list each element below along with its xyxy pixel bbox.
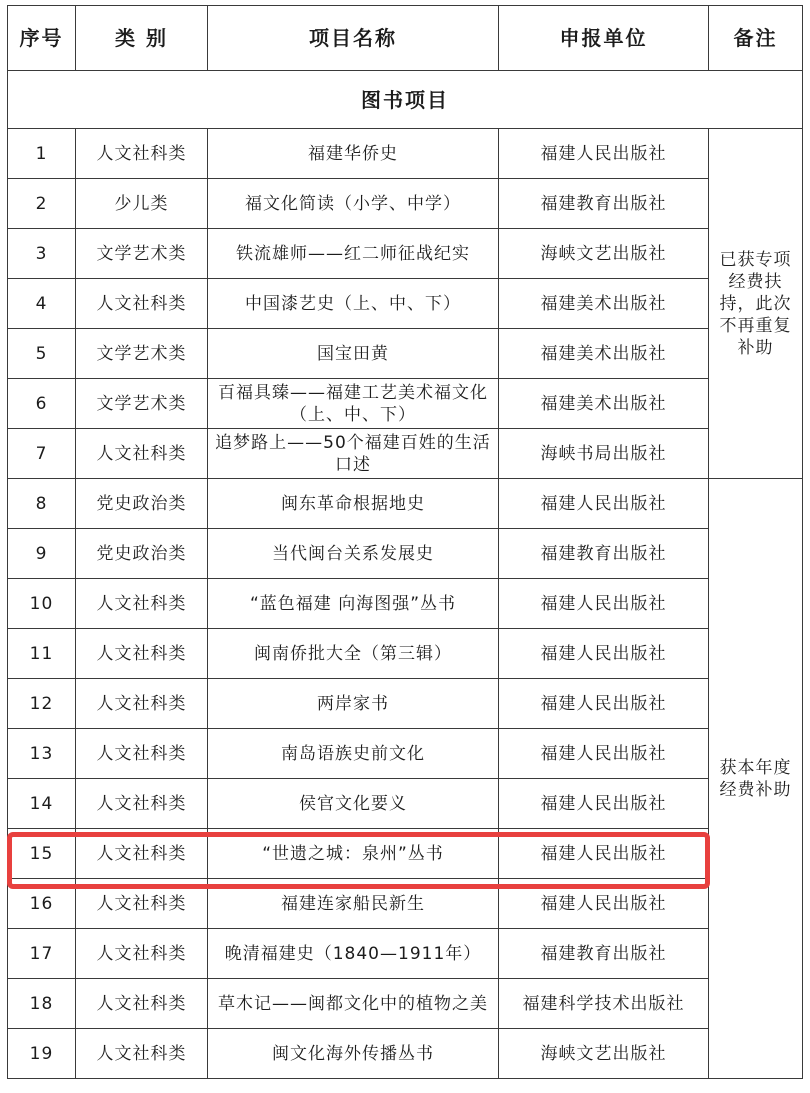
cell-num: 18 — [8, 979, 76, 1029]
cell-category: 人文社科类 — [76, 779, 208, 829]
cell-num: 2 — [8, 179, 76, 229]
cell-project: 两岸家书 — [208, 679, 499, 729]
cell-category: 人文社科类 — [76, 729, 208, 779]
cell-category: 人文社科类 — [76, 579, 208, 629]
cell-num: 6 — [8, 379, 76, 429]
cell-num: 12 — [8, 679, 76, 729]
cell-project: 铁流雄师——红二师征战纪实 — [208, 229, 499, 279]
note-group-1: 已获专项经费扶持，此次不再重复补助 — [709, 129, 803, 479]
cell-category: 人文社科类 — [76, 429, 208, 479]
cell-category: 人文社科类 — [76, 1029, 208, 1079]
cell-num: 15 — [8, 829, 76, 879]
table-row — [8, 329, 803, 379]
cell-num: 10 — [8, 579, 76, 629]
cell-category: 人文社科类 — [76, 629, 208, 679]
cell-project: 当代闽台关系发展史 — [208, 529, 499, 579]
cell-category: 人文社科类 — [76, 879, 208, 929]
table-row — [8, 879, 803, 929]
section-row — [8, 71, 803, 129]
table-row — [8, 179, 803, 229]
cell-category: 党史政治类 — [76, 479, 208, 529]
cell-category: 文学艺术类 — [76, 229, 208, 279]
table-row — [8, 129, 803, 179]
table-row — [8, 279, 803, 329]
cell-num: 8 — [8, 479, 76, 529]
table-row-highlighted — [8, 829, 803, 879]
cell-project: 草木记——闽都文化中的植物之美 — [208, 979, 499, 1029]
cell-unit: 福建美术出版社 — [499, 329, 709, 379]
header-row — [8, 6, 803, 71]
cell-unit: 福建人民出版社 — [499, 779, 709, 829]
cell-unit: 福建人民出版社 — [499, 129, 709, 179]
table-row — [8, 579, 803, 629]
cell-num: 7 — [8, 429, 76, 479]
cell-project: 福建连家船民新生 — [208, 879, 499, 929]
cell-unit: 福建教育出版社 — [499, 179, 709, 229]
header-category: 类 别 — [76, 6, 208, 71]
cell-category: 人文社科类 — [76, 829, 208, 879]
header-note: 备注 — [709, 6, 803, 71]
table-row — [8, 379, 803, 429]
cell-project: “世遗之城：泉州”丛书 — [208, 829, 499, 879]
cell-project: 福建华侨史 — [208, 129, 499, 179]
cell-category: 人文社科类 — [76, 679, 208, 729]
header-num: 序号 — [8, 6, 76, 71]
cell-unit: 福建人民出版社 — [499, 679, 709, 729]
cell-num: 13 — [8, 729, 76, 779]
header-unit: 申报单位 — [499, 6, 709, 71]
cell-num: 4 — [8, 279, 76, 329]
table-row — [8, 779, 803, 829]
cell-category: 人文社科类 — [76, 279, 208, 329]
cell-project: 福文化简读（小学、中学） — [208, 179, 499, 229]
header-project: 项目名称 — [208, 6, 499, 71]
cell-project: 国宝田黄 — [208, 329, 499, 379]
cell-category: 文学艺术类 — [76, 329, 208, 379]
cell-unit: 福建人民出版社 — [499, 729, 709, 779]
table-row — [8, 1029, 803, 1079]
cell-unit: 海峡书局出版社 — [499, 429, 709, 479]
cell-category: 少儿类 — [76, 179, 208, 229]
cell-project: 追梦路上——50个福建百姓的生活口述 — [208, 429, 499, 479]
cell-num: 17 — [8, 929, 76, 979]
cell-unit: 福建人民出版社 — [499, 829, 709, 879]
cell-unit: 福建人民出版社 — [499, 629, 709, 679]
cell-num: 1 — [8, 129, 76, 179]
table-row — [8, 929, 803, 979]
cell-num: 16 — [8, 879, 76, 929]
cell-unit: 福建教育出版社 — [499, 529, 709, 579]
cell-unit: 海峡文艺出版社 — [499, 229, 709, 279]
cell-num: 19 — [8, 1029, 76, 1079]
table-row — [8, 229, 803, 279]
cell-project: “蓝色福建 向海图强”丛书 — [208, 579, 499, 629]
cell-unit: 福建美术出版社 — [499, 279, 709, 329]
cell-unit: 福建教育出版社 — [499, 929, 709, 979]
cell-project: 闽南侨批大全（第三辑） — [208, 629, 499, 679]
cell-num: 5 — [8, 329, 76, 379]
cell-project: 侯官文化要义 — [208, 779, 499, 829]
cell-category: 文学艺术类 — [76, 379, 208, 429]
table-row — [8, 629, 803, 679]
section-title: 图书项目 — [8, 71, 803, 129]
cell-num: 11 — [8, 629, 76, 679]
cell-category: 人文社科类 — [76, 929, 208, 979]
cell-project: 中国漆艺史（上、中、下） — [208, 279, 499, 329]
cell-unit: 福建人民出版社 — [499, 579, 709, 629]
cell-num: 9 — [8, 529, 76, 579]
table-row — [8, 679, 803, 729]
cell-project: 闽东革命根据地史 — [208, 479, 499, 529]
cell-num: 3 — [8, 229, 76, 279]
note-group-2: 获本年度经费补助 — [709, 479, 803, 1079]
table-row — [8, 479, 803, 529]
table-row — [8, 429, 803, 479]
project-table — [7, 5, 803, 1079]
cell-unit: 福建人民出版社 — [499, 879, 709, 929]
cell-unit: 福建人民出版社 — [499, 479, 709, 529]
table-row — [8, 529, 803, 579]
cell-unit: 福建美术出版社 — [499, 379, 709, 429]
cell-unit: 福建科学技术出版社 — [499, 979, 709, 1029]
cell-category: 人文社科类 — [76, 129, 208, 179]
cell-unit: 海峡文艺出版社 — [499, 1029, 709, 1079]
table-row — [8, 979, 803, 1029]
cell-project: 闽文化海外传播丛书 — [208, 1029, 499, 1079]
table-row — [8, 729, 803, 779]
cell-project: 晚清福建史（1840—1911年） — [208, 929, 499, 979]
cell-num: 14 — [8, 779, 76, 829]
cell-project: 南岛语族史前文化 — [208, 729, 499, 779]
cell-category: 人文社科类 — [76, 979, 208, 1029]
cell-project: 百福具臻——福建工艺美术福文化（上、中、下） — [208, 379, 499, 429]
cell-category: 党史政治类 — [76, 529, 208, 579]
